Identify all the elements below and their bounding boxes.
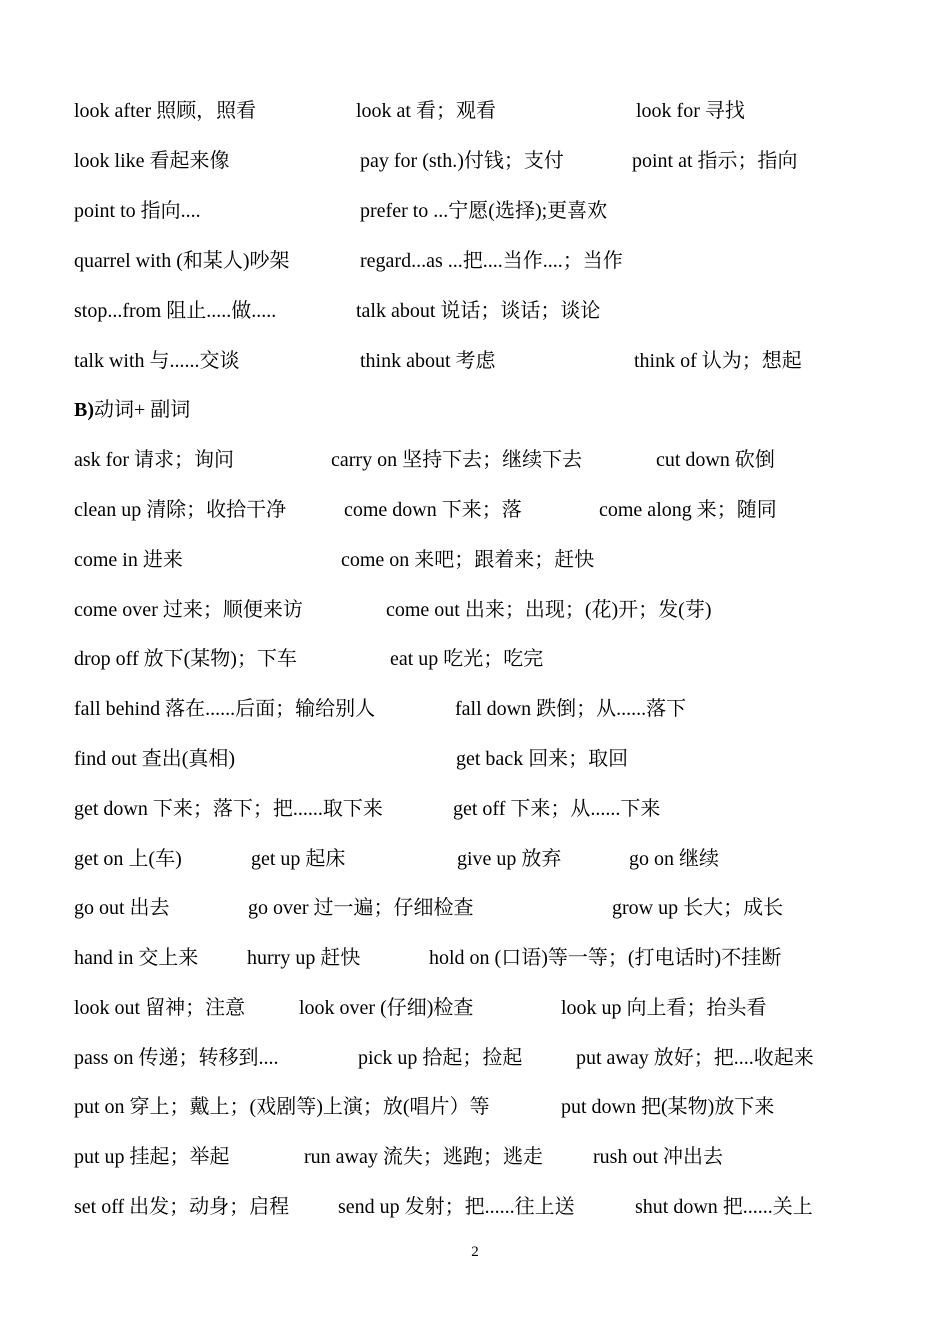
phrase-line: [0, 1189, 950, 1225]
phrase-entry: shut down 把......关上: [635, 1196, 813, 1218]
phrase-entry: get back 回来；取回: [456, 748, 629, 770]
phrase-entry: drop off 放下(某物)；下车: [74, 648, 297, 670]
phrase-entry: hold on (口语)等一等；(打电话时)不挂断: [429, 947, 782, 969]
phrase-line: [0, 492, 950, 528]
phrase-line: [0, 592, 950, 628]
phrase-line: [0, 1139, 950, 1175]
phrase-entry: fall behind 落在......后面；输给别人: [74, 698, 376, 720]
phrase-entry: think about 考虑: [360, 350, 496, 372]
phrase-entry: look over (仔细)检查: [299, 997, 474, 1019]
phrase-entry: quarrel with (和某人)吵架: [74, 250, 290, 272]
phrase-entry: look at 看；观看: [356, 100, 496, 122]
phrase-entry: point to 指向....: [74, 200, 201, 222]
phrase-line: [0, 442, 950, 478]
phrase-entry: come along 来；随同: [599, 499, 777, 521]
phrase-line: [0, 93, 950, 129]
phrase-line: [0, 193, 950, 229]
phrase-entry: get off 下来；从......下来: [453, 798, 661, 820]
phrase-entry: come on 来吧；跟着来；赶快: [341, 549, 595, 571]
phrase-entry: look up 向上看；抬头看: [561, 997, 767, 1019]
phrase-entry: find out 查出(真相): [74, 748, 236, 770]
section-heading: [74, 392, 190, 428]
phrase-entry: look like 看起来像: [74, 150, 230, 172]
phrase-line: [0, 990, 950, 1026]
phrase-entry: get on 上(车): [74, 848, 182, 870]
phrase-entry: pay for (sth.)付钱；支付: [360, 150, 564, 172]
phrase-entry: look for 寻找: [636, 100, 745, 122]
phrase-entry: come out 出来；出现；(花)开；发(芽): [386, 599, 712, 621]
phrase-entry: carry on 坚持下去；继续下去: [331, 449, 583, 471]
section-title: 动词+ 副词: [94, 399, 191, 421]
phrase-entry: put down 把(某物)放下来: [561, 1096, 775, 1118]
phrase-entry: get down 下来；落下；把......取下来: [74, 798, 383, 820]
phrase-line: [0, 791, 950, 827]
phrase-entry: stop...from 阻止.....做.....: [74, 300, 277, 322]
phrase-entry: eat up 吃光；吃完: [390, 648, 544, 670]
phrase-entry: fall down 跌倒；从......落下: [455, 698, 687, 720]
phrase-entry: look after 照顾，照看: [74, 100, 257, 122]
phrase-entry: come in 进来: [74, 549, 183, 571]
phrase-line: [0, 243, 950, 279]
phrase-entry: look out 留神；注意: [74, 997, 246, 1019]
phrase-entry: prefer to ...宁愿(选择);更喜欢: [360, 200, 608, 222]
phrase-line: [0, 691, 950, 727]
phrase-entry: rush out 冲出去: [593, 1146, 723, 1168]
phrase-line: [0, 741, 950, 777]
phrase-line: [0, 542, 950, 578]
phrase-entry: pass on 传递；转移到....: [74, 1047, 279, 1069]
phrase-entry: hurry up 赶快: [247, 947, 361, 969]
phrase-entry: talk with 与......交谈: [74, 350, 240, 372]
phrase-entry: put away 放好；把....收起来: [576, 1047, 814, 1069]
phrase-entry: think of 认为；想起: [634, 350, 802, 372]
phrase-line: [0, 940, 950, 976]
phrase-line: [0, 143, 950, 179]
phrase-line: [0, 1089, 950, 1125]
phrase-entry: give up 放弃: [457, 848, 562, 870]
phrase-entry: go over 过一遍；仔细检查: [248, 897, 474, 919]
phrase-entry: regard...as ...把....当作....；当作: [360, 250, 623, 272]
phrase-entry: come down 下来；落: [344, 499, 522, 521]
phrase-line: [0, 841, 950, 877]
phrase-entry: send up 发射；把......往上送: [338, 1196, 575, 1218]
phrase-entry: get up 起床: [251, 848, 346, 870]
phrase-entry: hand in 交上来: [74, 947, 199, 969]
phrase-entry: go on 继续: [629, 848, 719, 870]
phrase-line: [0, 890, 950, 926]
section-label: B): [74, 399, 94, 421]
phrase-line: [0, 293, 950, 329]
phrase-entry: come over 过来；顺便来访: [74, 599, 303, 621]
phrase-entry: put on 穿上；戴上；(戏剧等)上演；放(唱片）等: [74, 1096, 490, 1118]
phrase-line: [0, 1040, 950, 1076]
phrase-entry: pick up 拾起；捡起: [358, 1047, 523, 1069]
phrase-entry: clean up 清除；收拾干净: [74, 499, 287, 521]
phrase-line: [0, 343, 950, 379]
phrase-entry: talk about 说话；谈话；谈论: [356, 300, 601, 322]
phrase-entry: point at 指示；指向: [632, 150, 798, 172]
page-number: 2: [471, 1244, 479, 1260]
phrase-line: [0, 641, 950, 677]
phrase-entry: grow up 长大；成长: [612, 897, 784, 919]
phrase-entry: ask for 请求；询问: [74, 449, 234, 471]
phrase-entry: cut down 砍倒: [656, 449, 775, 471]
phrase-entry: set off 出发；动身；启程: [74, 1196, 290, 1218]
phrase-entry: go out 出去: [74, 897, 170, 919]
phrase-entry: run away 流失；逃跑；逃走: [304, 1146, 543, 1168]
phrase-entry: put up 挂起；举起: [74, 1146, 230, 1168]
